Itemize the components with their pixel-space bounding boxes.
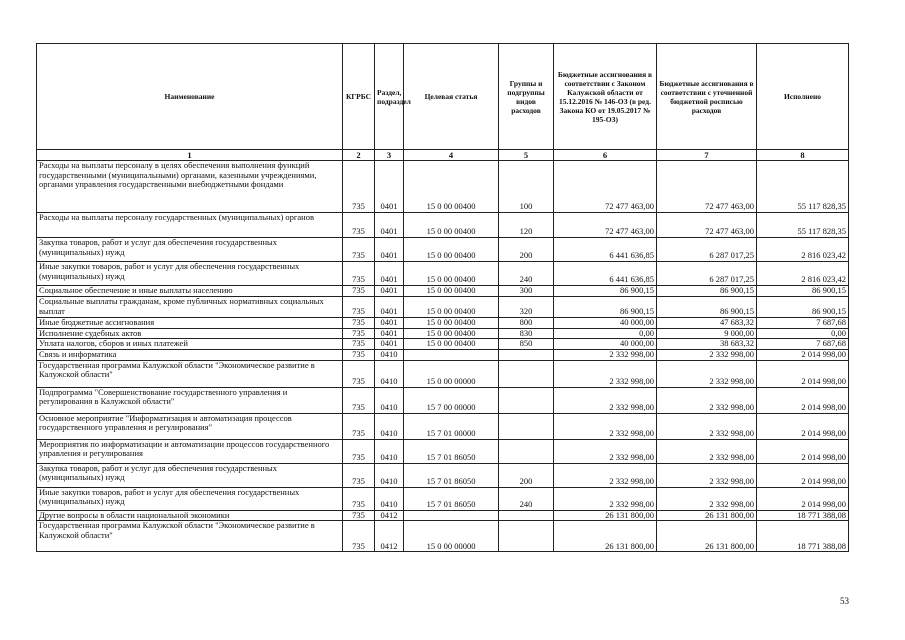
row-section: 0401 <box>375 318 404 329</box>
row-target: 15 0 00 00400 <box>404 161 499 213</box>
row-executed-amount: 2 014 998,00 <box>757 360 849 387</box>
row-section: 0401 <box>375 297 404 318</box>
header-name: Наименование <box>37 44 343 150</box>
row-target: 15 0 00 00400 <box>404 318 499 329</box>
row-kgrbs: 735 <box>343 262 375 286</box>
row-name: Закупка товаров, работ и услуг для обеспечения государственных (муниципальных) нужд <box>37 238 343 262</box>
row-law-amount: 86 900,15 <box>554 297 657 318</box>
row-kgrbs: 735 <box>343 339 375 350</box>
row-target: 15 7 01 86050 <box>404 463 499 487</box>
row-section: 0401 <box>375 286 404 297</box>
row-executed-amount: 2 014 998,00 <box>757 439 849 463</box>
row-name: Государственная программа Калужской области "Экономическое развитие в Калужской области" <box>37 360 343 387</box>
row-law-amount: 26 131 800,00 <box>554 521 657 552</box>
row-law-amount: 2 332 998,00 <box>554 387 657 413</box>
row-law-amount: 2 332 998,00 <box>554 413 657 439</box>
row-kgrbs: 735 <box>343 161 375 213</box>
table-row <box>37 510 849 521</box>
row-refined-amount: 2 332 998,00 <box>657 487 757 510</box>
row-group: 200 <box>499 463 554 487</box>
table-row <box>37 349 849 360</box>
column-number: 7 <box>657 150 757 161</box>
row-refined-amount: 6 287 017,25 <box>657 238 757 262</box>
row-section: 0412 <box>375 521 404 552</box>
row-refined-amount: 86 900,15 <box>657 286 757 297</box>
table-row <box>37 463 849 487</box>
row-group: 240 <box>499 487 554 510</box>
row-executed-amount: 18 771 388,08 <box>757 521 849 552</box>
row-refined-amount: 9 000,00 <box>657 328 757 339</box>
column-number: 4 <box>404 150 499 161</box>
row-law-amount: 72 477 463,00 <box>554 213 657 238</box>
table-row <box>37 521 849 552</box>
row-law-amount: 6 441 636,85 <box>554 262 657 286</box>
row-kgrbs: 735 <box>343 297 375 318</box>
row-target: 15 7 01 00000 <box>404 413 499 439</box>
row-refined-amount: 6 287 017,25 <box>657 262 757 286</box>
row-executed-amount: 2 014 998,00 <box>757 463 849 487</box>
row-executed-amount: 2 014 998,00 <box>757 349 849 360</box>
row-kgrbs: 735 <box>343 349 375 360</box>
table-row <box>37 286 849 297</box>
row-group: 200 <box>499 238 554 262</box>
row-law-amount: 40 000,00 <box>554 339 657 350</box>
table-body <box>37 161 849 552</box>
column-number: 2 <box>343 150 375 161</box>
row-name: Иные бюджетные ассигнования <box>37 318 343 329</box>
row-group: 320 <box>499 297 554 318</box>
table-row <box>37 439 849 463</box>
row-group <box>499 413 554 439</box>
row-kgrbs: 735 <box>343 213 375 238</box>
column-number: 3 <box>375 150 404 161</box>
row-section: 0401 <box>375 213 404 238</box>
row-target <box>404 510 499 521</box>
row-kgrbs: 735 <box>343 463 375 487</box>
header-kgrbs: КГРБС <box>343 44 375 150</box>
row-target: 15 0 00 00400 <box>404 238 499 262</box>
row-refined-amount: 2 332 998,00 <box>657 360 757 387</box>
row-group: 830 <box>499 328 554 339</box>
row-group: 240 <box>499 262 554 286</box>
row-section: 0410 <box>375 487 404 510</box>
row-section: 0410 <box>375 439 404 463</box>
header-groups: Группы и подгруппы видов расходов <box>499 44 554 150</box>
row-executed-amount: 2 014 998,00 <box>757 487 849 510</box>
row-kgrbs: 735 <box>343 286 375 297</box>
row-name: Расходы на выплаты персоналу в целях обеспечения выполнения функций государственными (муниципальными) органами, казенными учреждениями, органами управления государственными внебюджетными фондами <box>37 161 343 213</box>
table-row <box>37 360 849 387</box>
row-target: 15 7 01 86050 <box>404 439 499 463</box>
column-number: 6 <box>554 150 657 161</box>
row-section: 0410 <box>375 360 404 387</box>
row-kgrbs: 735 <box>343 439 375 463</box>
row-refined-amount: 2 332 998,00 <box>657 413 757 439</box>
row-executed-amount: 2 014 998,00 <box>757 413 849 439</box>
row-executed-amount: 55 117 828,35 <box>757 161 849 213</box>
row-law-amount: 0,00 <box>554 328 657 339</box>
row-name: Уплата налогов, сборов и иных платежей <box>37 339 343 350</box>
column-number: 8 <box>757 150 849 161</box>
row-refined-amount: 72 477 463,00 <box>657 161 757 213</box>
table-row <box>37 262 849 286</box>
column-number: 1 <box>37 150 343 161</box>
row-kgrbs: 735 <box>343 360 375 387</box>
row-refined-amount: 72 477 463,00 <box>657 213 757 238</box>
row-name: Другие вопросы в области национальной экономики <box>37 510 343 521</box>
table-row <box>37 413 849 439</box>
row-kgrbs: 735 <box>343 238 375 262</box>
table-row <box>37 339 849 350</box>
row-section: 0401 <box>375 339 404 350</box>
row-target: 15 7 01 86050 <box>404 487 499 510</box>
row-section: 0410 <box>375 463 404 487</box>
row-refined-amount: 86 900,15 <box>657 297 757 318</box>
table-row <box>37 487 849 510</box>
row-target: 15 0 00 00400 <box>404 339 499 350</box>
row-executed-amount: 18 771 388,08 <box>757 510 849 521</box>
table-row <box>37 297 849 318</box>
table-row <box>37 387 849 413</box>
row-refined-amount: 38 683,32 <box>657 339 757 350</box>
row-group: 120 <box>499 213 554 238</box>
row-name: Закупка товаров, работ и услуг для обеспечения государственных (муниципальных) нужд <box>37 463 343 487</box>
row-section: 0401 <box>375 161 404 213</box>
row-group <box>499 349 554 360</box>
row-section: 0412 <box>375 510 404 521</box>
row-group: 800 <box>499 318 554 329</box>
row-name: Социальные выплаты гражданам, кроме публичных нормативных социальных выплат <box>37 297 343 318</box>
row-group <box>499 510 554 521</box>
row-name: Расходы на выплаты персоналу государственных (муниципальных) органов <box>37 213 343 238</box>
row-group <box>499 387 554 413</box>
row-law-amount: 2 332 998,00 <box>554 349 657 360</box>
row-name: Иные закупки товаров, работ и услуг для обеспечения государственных (муниципальных) нужд <box>37 487 343 510</box>
row-group: 100 <box>499 161 554 213</box>
row-kgrbs: 735 <box>343 318 375 329</box>
row-group <box>499 521 554 552</box>
table-row <box>37 213 849 238</box>
row-target: 15 0 00 00400 <box>404 213 499 238</box>
row-executed-amount: 2 816 023,42 <box>757 262 849 286</box>
row-law-amount: 6 441 636,85 <box>554 238 657 262</box>
row-target: 15 0 00 00000 <box>404 521 499 552</box>
row-kgrbs: 735 <box>343 387 375 413</box>
row-executed-amount: 7 687,68 <box>757 318 849 329</box>
row-executed-amount: 86 900,15 <box>757 297 849 318</box>
row-target: 15 0 00 00400 <box>404 328 499 339</box>
row-refined-amount: 26 131 800,00 <box>657 510 757 521</box>
row-law-amount: 72 477 463,00 <box>554 161 657 213</box>
row-executed-amount: 86 900,15 <box>757 286 849 297</box>
row-kgrbs: 735 <box>343 487 375 510</box>
header-executed: Исполнено <box>757 44 849 150</box>
row-executed-amount: 2 014 998,00 <box>757 387 849 413</box>
row-target: 15 0 00 00400 <box>404 262 499 286</box>
row-law-amount: 26 131 800,00 <box>554 510 657 521</box>
row-law-amount: 2 332 998,00 <box>554 439 657 463</box>
row-group <box>499 360 554 387</box>
row-name: Исполнение судебных актов <box>37 328 343 339</box>
table-row <box>37 318 849 329</box>
row-section: 0401 <box>375 262 404 286</box>
row-target: 15 0 00 00400 <box>404 286 499 297</box>
page-number: 53 <box>840 596 849 606</box>
row-group: 850 <box>499 339 554 350</box>
row-kgrbs: 735 <box>343 413 375 439</box>
row-refined-amount: 2 332 998,00 <box>657 463 757 487</box>
table-row <box>37 238 849 262</box>
row-section: 0410 <box>375 349 404 360</box>
row-refined-amount: 2 332 998,00 <box>657 349 757 360</box>
row-law-amount: 86 900,15 <box>554 286 657 297</box>
row-kgrbs: 735 <box>343 510 375 521</box>
column-number-row <box>37 150 849 161</box>
row-law-amount: 2 332 998,00 <box>554 463 657 487</box>
row-group <box>499 439 554 463</box>
budget-table <box>36 43 849 552</box>
row-target: 15 0 00 00000 <box>404 360 499 387</box>
header-row <box>37 44 849 150</box>
row-executed-amount: 0,00 <box>757 328 849 339</box>
row-law-amount: 2 332 998,00 <box>554 360 657 387</box>
row-name: Государственная программа Калужской области "Экономическое развитие в Калужской области" <box>37 521 343 552</box>
row-name: Иные закупки товаров, работ и услуг для обеспечения государственных (муниципальных) нужд <box>37 262 343 286</box>
header-section: Раздел, подраздел <box>375 44 404 150</box>
row-target: 15 0 00 00400 <box>404 297 499 318</box>
table-row <box>37 328 849 339</box>
row-executed-amount: 7 687,68 <box>757 339 849 350</box>
row-refined-amount: 47 683,32 <box>657 318 757 329</box>
row-refined-amount: 2 332 998,00 <box>657 387 757 413</box>
row-refined-amount: 2 332 998,00 <box>657 439 757 463</box>
row-law-amount: 40 000,00 <box>554 318 657 329</box>
row-target <box>404 349 499 360</box>
row-name: Мероприятия по информатизации и автоматизации процессов государственного управления и регулирования <box>37 439 343 463</box>
row-kgrbs: 735 <box>343 521 375 552</box>
row-section: 0410 <box>375 413 404 439</box>
row-name: Связь и информатика <box>37 349 343 360</box>
row-target: 15 7 00 00000 <box>404 387 499 413</box>
row-group: 300 <box>499 286 554 297</box>
row-refined-amount: 26 131 800,00 <box>657 521 757 552</box>
header-target: Целевая статья <box>404 44 499 150</box>
table-row <box>37 161 849 213</box>
header-law: Бюджетные ассигнования в соответствии с Законом Калужской области от 15.12.2016 № 146-ОЗ (в ред. Закона КО от 19.05.2017 № 195-ОЗ) <box>554 44 657 150</box>
row-kgrbs: 735 <box>343 328 375 339</box>
row-section: 0401 <box>375 328 404 339</box>
row-name: Социальное обеспечение и иные выплаты населению <box>37 286 343 297</box>
row-section: 0401 <box>375 238 404 262</box>
row-name: Подпрограмма "Совершенствование государственного управления и регулирования в Калужской области" <box>37 387 343 413</box>
header-refined: Бюджетные ассигнования в соответствии с уточненной бюджетной росписью расходов <box>657 44 757 150</box>
row-law-amount: 2 332 998,00 <box>554 487 657 510</box>
column-number: 5 <box>499 150 554 161</box>
row-name: Основное мероприятие "Информатизация и автоматизация процессов государственного управления и регулирования" <box>37 413 343 439</box>
row-section: 0410 <box>375 387 404 413</box>
row-executed-amount: 55 117 828,35 <box>757 213 849 238</box>
row-executed-amount: 2 816 023,42 <box>757 238 849 262</box>
